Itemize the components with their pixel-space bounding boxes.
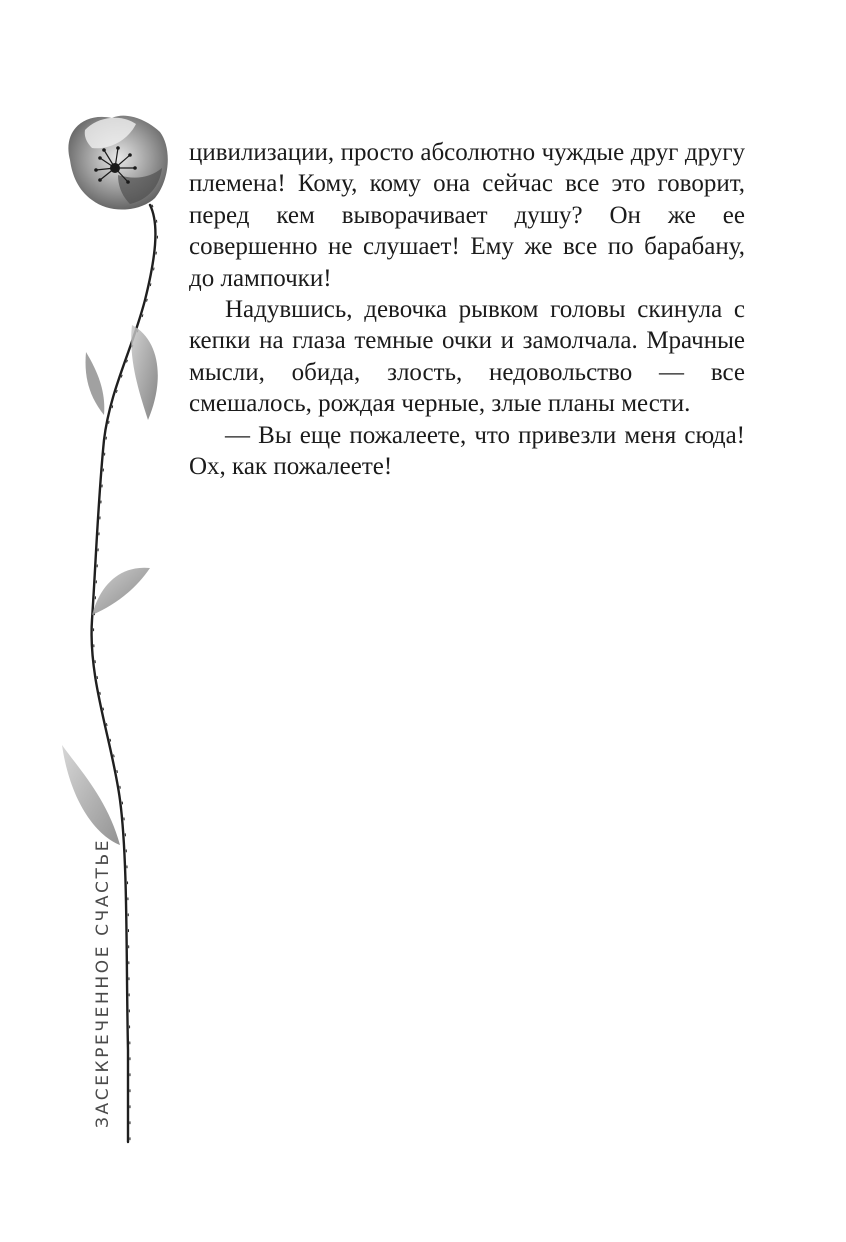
body-text xyxy=(189,137,745,482)
leaf-middle xyxy=(92,568,150,615)
poppy-head xyxy=(68,116,167,210)
leaf-upper-right xyxy=(131,325,158,420)
leaf-upper-left xyxy=(86,352,105,415)
paragraph: Надувшись, девочка рывком головы скинула с кепки на глаза темные очки и замолчала. Мрачные мысли, обида, злость, недовольство — все смешалось, рождая черные, злые планы мести. xyxy=(189,296,745,418)
leaf-lower-left xyxy=(62,745,120,845)
paragraph: цивилизации, просто абсолютно чуждые друг другу племена! Кому, кому она сейчас все это говорит, перед кем выворачивает душу? Он же ее совершенно не слушает! Ему же все по барабану, до лампочки! xyxy=(189,139,745,292)
paragraph: — Вы еще пожалеете, что привезли меня сюда! Ох, как пожалеете! xyxy=(189,421,745,481)
running-head-book-title: ЗАСЕКРЕЧЕННОЕ СЧАСТЬЕ xyxy=(93,837,113,1128)
